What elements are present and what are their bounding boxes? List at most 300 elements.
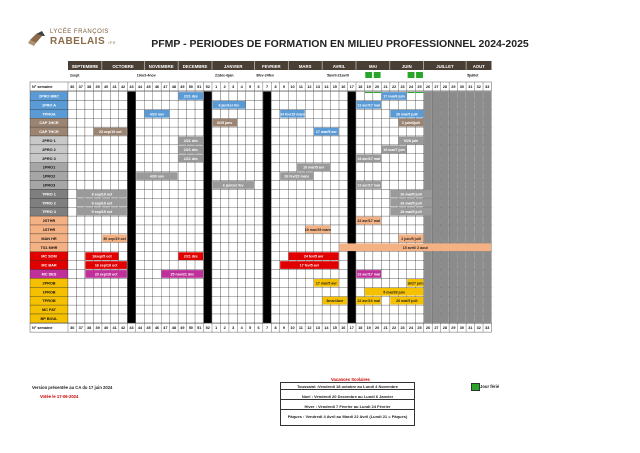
class-name: TPROB (42, 299, 56, 304)
week-cell (220, 261, 228, 270)
period-label: 26 mai/5 juill (396, 112, 418, 117)
class-name: TPRO 2 (42, 201, 56, 206)
week-cell (187, 287, 195, 296)
week-cell (178, 207, 186, 216)
week-cell (212, 305, 220, 314)
week-cell (237, 145, 245, 154)
period-label: 22 avr/17 mai (357, 219, 380, 224)
week-cell (415, 181, 423, 190)
week-number: 18 (358, 85, 363, 89)
week-header-bottom-label: N° semaine (32, 326, 53, 331)
week-cell (178, 198, 186, 207)
week-cell (381, 181, 389, 190)
week-number: 22 (391, 85, 397, 89)
holiday-column (204, 92, 212, 323)
week-cell (212, 314, 220, 323)
summer-column (483, 92, 491, 323)
week-cell (220, 243, 228, 252)
week-cell (297, 118, 305, 127)
week-cell (93, 154, 101, 163)
week-cell (119, 252, 127, 261)
summer-column (433, 92, 441, 323)
summer-column (441, 92, 449, 323)
week-cell (297, 198, 305, 207)
month-label: JANVIER (223, 63, 243, 69)
week-cell (195, 243, 203, 252)
week-cell (339, 225, 347, 234)
week-cell (322, 181, 330, 190)
week-cell (390, 270, 398, 279)
week-cell (339, 278, 347, 287)
week-cell (136, 225, 144, 234)
week-cell (136, 181, 144, 190)
week-number: 15 (332, 85, 337, 89)
week-cell (102, 225, 110, 234)
week-cell (136, 287, 144, 296)
week-cell (356, 314, 364, 323)
week-cell (220, 109, 228, 118)
week-cell (322, 136, 330, 145)
week-cell (195, 163, 203, 172)
week-cell (271, 163, 279, 172)
week-cell (415, 145, 423, 154)
week-cell (331, 181, 339, 190)
week-cell (381, 216, 389, 225)
week-cell (271, 181, 279, 190)
week-cell (398, 100, 406, 109)
week-cell (246, 278, 254, 287)
week-number: 23 (400, 326, 405, 331)
week-cell (68, 287, 76, 296)
week-cell (280, 100, 288, 109)
week-cell (356, 172, 364, 181)
week-cell (398, 163, 406, 172)
week-cell (331, 234, 339, 243)
week-cell (220, 216, 228, 225)
week-cell (398, 225, 406, 234)
week-cell (153, 216, 161, 225)
week-cell (331, 154, 339, 163)
week-cell (68, 92, 76, 101)
week-cell (161, 243, 169, 252)
week-cell (381, 207, 389, 216)
week-cell (407, 225, 415, 234)
class-name: CAP THCR (39, 130, 59, 135)
week-cell (271, 305, 279, 314)
week-cell (280, 136, 288, 145)
week-cell (119, 305, 127, 314)
week-cell (356, 127, 364, 136)
week-cell (68, 278, 76, 287)
week-number: 36 (70, 85, 75, 89)
week-cell (271, 154, 279, 163)
week-cell (187, 189, 195, 198)
week-number: 10 (290, 326, 295, 331)
week-cell (229, 296, 237, 305)
week-cell (373, 278, 381, 287)
week-number: 32 (476, 326, 481, 331)
class-name: 1PRO2 (42, 174, 56, 179)
week-cell (415, 216, 423, 225)
period-label: 9 sep/19 oct (91, 201, 113, 206)
week-cell (68, 225, 76, 234)
week-cell (110, 225, 118, 234)
week-cell (153, 163, 161, 172)
week-cell (398, 270, 406, 279)
week-header-top-label: N° semaine (32, 85, 53, 89)
period-label: 25 nov/21 déc (170, 272, 195, 277)
week-cell (110, 287, 118, 296)
week-cell (339, 216, 347, 225)
week-cell (170, 154, 178, 163)
week-cell (246, 127, 254, 136)
week-cell (407, 252, 415, 261)
week-number: 37 (78, 326, 83, 331)
week-cell (85, 92, 93, 101)
week-cell (161, 278, 169, 287)
week-cell (398, 314, 406, 323)
week-cell (187, 278, 195, 287)
week-cell (314, 189, 322, 198)
week-cell (85, 118, 93, 127)
week-cell (119, 181, 127, 190)
week-cell (381, 252, 389, 261)
week-number: 3 (232, 326, 235, 331)
week-cell (110, 109, 118, 118)
week-cell (144, 216, 152, 225)
week-number: 48 (171, 326, 176, 331)
week-cell (288, 163, 296, 172)
period-label: 9 sep/19 oct (91, 192, 113, 197)
summer-column (458, 92, 466, 323)
week-cell (364, 127, 372, 136)
holiday-note: 21déc-6jan (214, 73, 234, 78)
week-cell (237, 189, 245, 198)
period-label: 17 mai/6 juin (383, 94, 405, 99)
week-cell (229, 270, 237, 279)
week-cell (153, 207, 161, 216)
week-cell (212, 261, 220, 270)
week-cell (381, 154, 389, 163)
week-cell (144, 163, 152, 172)
week-cell (68, 314, 76, 323)
summer-column (424, 92, 432, 323)
week-cell (178, 216, 186, 225)
week-cell (271, 225, 279, 234)
week-cell (119, 243, 127, 252)
week-cell (212, 172, 220, 181)
week-cell (288, 189, 296, 198)
week-cell (229, 216, 237, 225)
week-cell (381, 278, 389, 287)
week-cell (110, 118, 118, 127)
week-cell (254, 189, 262, 198)
week-cell (119, 163, 127, 172)
week-cell (220, 207, 228, 216)
week-cell (93, 243, 101, 252)
week-cell (407, 305, 415, 314)
week-number: 52 (205, 85, 210, 89)
week-cell (364, 172, 372, 181)
ferie-tick (407, 92, 414, 93)
week-number: 27 (434, 326, 439, 331)
holiday-note: 5juillet (467, 73, 479, 78)
week-cell (187, 305, 195, 314)
week-number: 21 (383, 326, 388, 331)
week-cell (314, 207, 322, 216)
ferie-marker (408, 72, 415, 78)
week-cell (212, 92, 220, 101)
week-cell (220, 270, 228, 279)
week-cell (271, 314, 279, 323)
period-label: 5 mai/28 juin (383, 290, 405, 295)
week-cell (212, 154, 220, 163)
week-cell (322, 118, 330, 127)
week-cell (331, 100, 339, 109)
week-cell (220, 305, 228, 314)
week-cell (314, 198, 322, 207)
week-cell (373, 136, 381, 145)
week-cell (339, 154, 347, 163)
week-cell (322, 270, 330, 279)
week-cell (297, 278, 305, 287)
period-label: 9/28 juin (403, 139, 419, 143)
week-cell (229, 109, 237, 118)
week-cell (93, 305, 101, 314)
week-cell (76, 181, 84, 190)
week-cell (280, 252, 288, 261)
week-number: 40 (103, 326, 109, 331)
week-cell (322, 100, 330, 109)
week-number: 36 (70, 326, 75, 331)
week-cell (415, 154, 423, 163)
week-cell (178, 100, 186, 109)
week-cell (254, 109, 262, 118)
week-cell (356, 234, 364, 243)
week-cell (119, 100, 127, 109)
week-cell (314, 314, 322, 323)
week-cell (288, 145, 296, 154)
week-cell (356, 145, 364, 154)
week-cell (144, 243, 152, 252)
week-cell (195, 314, 203, 323)
week-cell (85, 181, 93, 190)
holiday-column (128, 92, 136, 323)
week-cell (237, 305, 245, 314)
week-cell (271, 207, 279, 216)
ferie-tick (416, 92, 423, 93)
week-cell (136, 154, 144, 163)
ferie-tick (373, 92, 380, 93)
week-cell (212, 136, 220, 145)
class-name: TPRO 3 (42, 210, 56, 215)
week-number: 28 (442, 85, 448, 89)
week-cell (170, 225, 178, 234)
week-cell (390, 100, 398, 109)
week-cell (195, 296, 203, 305)
week-cell (85, 314, 93, 323)
week-cell (110, 100, 118, 109)
summer-column (466, 92, 474, 323)
week-cell (322, 145, 330, 154)
week-cell (102, 109, 110, 118)
week-cell (136, 109, 144, 118)
week-cell (381, 127, 389, 136)
week-cell (153, 234, 161, 243)
week-cell (93, 145, 101, 154)
week-cell (398, 127, 406, 136)
week-cell (136, 261, 144, 270)
week-cell (331, 216, 339, 225)
week-cell (161, 154, 169, 163)
week-cell (246, 252, 254, 261)
week-cell (305, 189, 313, 198)
week-cell (110, 305, 118, 314)
week-cell (76, 118, 84, 127)
week-number: 45 (146, 326, 151, 331)
week-cell (68, 127, 76, 136)
week-cell (254, 243, 262, 252)
week-cell (331, 136, 339, 145)
week-cell (280, 270, 288, 279)
summer-column (449, 92, 457, 323)
week-number: 2 (223, 85, 226, 89)
week-cell (246, 305, 254, 314)
week-cell (68, 189, 76, 198)
week-cell (373, 234, 381, 243)
month-label: JUIN (401, 63, 412, 69)
week-number: 38 (87, 85, 92, 89)
period-label: 9 sep/19 oct (91, 210, 113, 215)
week-cell (407, 163, 415, 172)
week-cell (280, 92, 288, 101)
week-cell (93, 118, 101, 127)
week-cell (187, 207, 195, 216)
week-cell (390, 127, 398, 136)
week-number: 11 (298, 326, 303, 331)
week-cell (178, 243, 186, 252)
week-number: 9 (282, 326, 286, 331)
week-cell (161, 181, 169, 190)
week-cell (178, 305, 186, 314)
week-number: 51 (197, 326, 202, 331)
week-cell (161, 261, 169, 270)
week-cell (280, 234, 288, 243)
week-cell (288, 243, 296, 252)
week-cell (390, 136, 398, 145)
week-cell (373, 207, 381, 216)
week-cell (246, 109, 254, 118)
week-cell (195, 207, 203, 216)
week-cell (144, 261, 152, 270)
month-label: OCTOBRE (112, 63, 134, 69)
ferie-marker (374, 72, 381, 78)
week-cell (119, 118, 127, 127)
week-cell (390, 181, 398, 190)
week-cell (297, 92, 305, 101)
week-cell (68, 172, 76, 181)
week-cell (237, 296, 245, 305)
week-number: 24 (408, 326, 414, 331)
week-cell (237, 118, 245, 127)
week-cell (254, 154, 262, 163)
week-cell (339, 127, 347, 136)
week-cell (220, 198, 228, 207)
week-cell (356, 261, 364, 270)
week-cell (271, 270, 279, 279)
week-cell (229, 154, 237, 163)
week-cell (271, 261, 279, 270)
week-cell (76, 216, 84, 225)
week-cell (288, 100, 296, 109)
week-cell (322, 305, 330, 314)
week-cell (76, 270, 84, 279)
week-cell (237, 234, 245, 243)
week-cell (331, 118, 339, 127)
week-cell (288, 154, 296, 163)
week-cell (322, 216, 330, 225)
week-cell (229, 252, 237, 261)
week-number: 1 (215, 85, 218, 89)
week-cell (195, 216, 203, 225)
week-number: 51 (197, 85, 202, 89)
period-label: 15 avril/ 2 aout (402, 245, 428, 250)
week-cell (136, 118, 144, 127)
week-cell (322, 92, 330, 101)
week-cell (212, 270, 220, 279)
week-cell (68, 270, 76, 279)
week-cell (170, 314, 178, 323)
week-cell (271, 296, 279, 305)
week-cell (178, 314, 186, 323)
week-cell (119, 109, 127, 118)
week-cell (144, 270, 152, 279)
ferie-marker (365, 72, 372, 78)
week-cell (102, 305, 110, 314)
week-cell (339, 314, 347, 323)
week-cell (187, 118, 195, 127)
week-cell (220, 145, 228, 154)
class-name: 1PRO3 (42, 183, 56, 188)
week-cell (237, 154, 245, 163)
week-cell (288, 207, 296, 216)
week-number: 43 (129, 85, 134, 89)
week-cell (195, 225, 203, 234)
period-label: 10 mar/29 mars (304, 228, 331, 232)
week-cell (144, 296, 152, 305)
week-cell (76, 278, 84, 287)
week-cell (229, 207, 237, 216)
week-cell (93, 92, 101, 101)
week-cell (153, 305, 161, 314)
week-cell (314, 109, 322, 118)
week-cell (381, 172, 389, 181)
week-cell (178, 189, 186, 198)
period-label: 23 sep/19 oct (99, 130, 122, 135)
week-number: 24 (408, 85, 414, 89)
period-label: 16/27 juin (407, 281, 424, 286)
week-cell (407, 172, 415, 181)
logo-line1: LYCÉE FRANÇOIS (50, 29, 109, 35)
week-cell (314, 270, 322, 279)
week-cell (364, 225, 372, 234)
holiday-note: 5avril-21avril (327, 73, 350, 78)
week-cell (220, 154, 228, 163)
holiday-note: 19oct-4nov (136, 73, 156, 78)
week-cell (297, 314, 305, 323)
week-cell (85, 305, 93, 314)
week-cell (170, 296, 178, 305)
